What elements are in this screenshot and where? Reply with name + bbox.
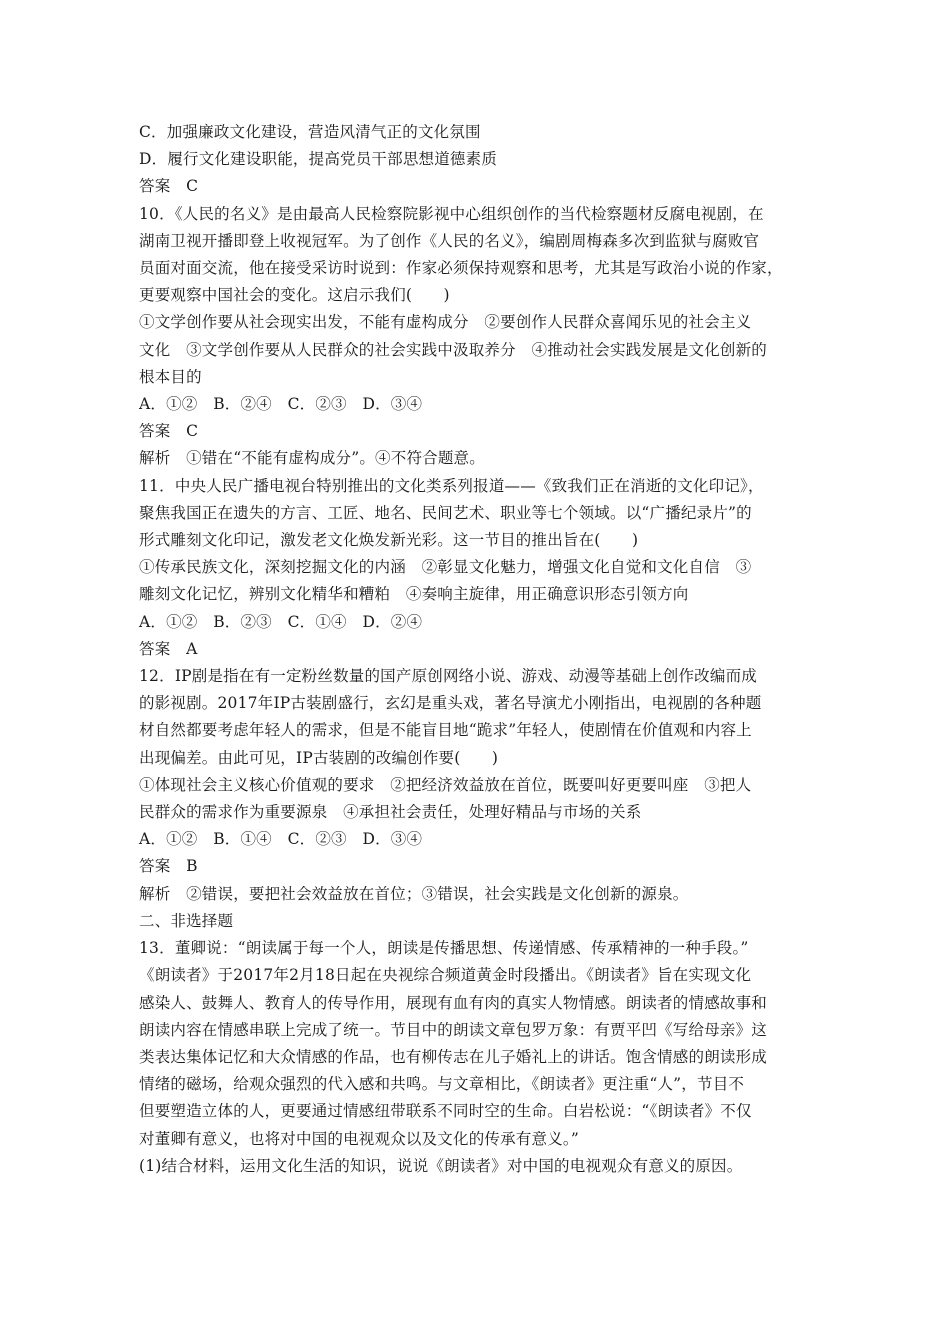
- text-line: 的影视剧。2017年IP古装剧盛行，玄幻是重头戏，著名导演尤小刚指出，电视剧的各种题: [139, 694, 762, 713]
- document-body: [139, 119, 819, 1180]
- text-line: A．①② B．①④ C．②③ D．③④: [139, 830, 423, 849]
- text-line: 雕刻文化记忆，辨别文化精华和糟粕 ④奏响主旋律，用正确意识形态引领方向: [139, 585, 689, 604]
- text-line: A．①② B．②③ C．①④ D．②④: [139, 612, 423, 631]
- text-line: 《朗读者》于2017年2月18日起在央视综合频道黄金时段播出。《朗读者》旨在实现文化: [139, 966, 752, 985]
- text-line: 答案 B: [139, 857, 198, 876]
- text-line: C．加强廉政文化建设，营造风清气正的文化氛围: [139, 123, 481, 141]
- text-line: 12．IP剧是指在有一定粉丝数量的国产原创网络小说、游戏、动漫等基础上创作改编而成: [139, 667, 757, 686]
- text-line: 解析 ②错误，要把社会效益放在首位；③错误，社会实践是文化创新的源泉。: [139, 884, 689, 903]
- text-line: 朗读内容在情感串联上完成了统一。节目中的朗读文章包罗万象：有贾平凹《写给母亲》这: [139, 1020, 768, 1039]
- text-line: 答案 C: [139, 177, 199, 196]
- text-line: 湖南卫视开播即登上收视冠军。为了创作《人民的名义》，编剧周梅森多次到监狱与腐败官: [139, 231, 760, 250]
- text-line: 类表达集体记忆和大众情感的作品，也有柳传志在儿子婚礼上的讲话。饱含情感的朗读形成: [139, 1047, 768, 1066]
- text-line: 民群众的需求作为重要源泉 ④承担社会责任，处理好精品与市场的关系: [139, 803, 642, 822]
- text-line: A．①② B．②④ C．②③ D．③④: [139, 395, 423, 414]
- text-line: ①文学创作要从社会现实出发，不能有虚构成分 ②要创作人民群众喜闻乐见的社会主义: [139, 313, 752, 332]
- text-line: 答案 C: [139, 422, 199, 441]
- text-line: 11．中央人民广播电视台特别推出的文化类系列报道——《致我们正在消逝的文化印记》，: [139, 476, 764, 495]
- text-line: ①传承民族文化，深刻挖掘文化的内涵 ②彰显文化魅力，增强文化自觉和文化自信 ③: [139, 558, 752, 577]
- text-line: 10．《人民的名义》是由最高人民检察院影视中心组织创作的当代检察题材反腐电视剧，在: [139, 204, 764, 223]
- text-line: 情绪的磁场，给观众强烈的代入感和共鸣。与文章相比，《朗读者》更注重“人”，节目不: [139, 1075, 745, 1094]
- text-line: 材自然都要考虑年轻人的需求，但是不能盲目地“跪求”年轻人，使剧情在价值观和内容上: [139, 721, 752, 740]
- text-line: 二、非选择题: [139, 911, 234, 930]
- text-line: 13．董卿说：“朗读属于每一个人，朗读是传播思想、传递情感、传承精神的一种手段。”: [139, 939, 749, 958]
- text-line: 更要观察中国社会的变化。这启示我们( ): [139, 286, 450, 305]
- text-line: 员面对面交流，他在接受采访时说到：作家必须保持观察和思考，尤其是写政治小说的作家，: [139, 259, 783, 278]
- text-line: D．履行文化建设职能，提高党员干部思想道德素质: [139, 150, 498, 169]
- text-line: 感染人、鼓舞人、教育人的传导作用，展现有血有肉的真实人物情感。朗读者的情感故事和: [139, 993, 768, 1012]
- text-line: 答案 A: [139, 639, 198, 658]
- text-line: ①体现社会主义核心价值观的要求 ②把经济效益放在首位，既要叫好更要叫座 ③把人: [139, 775, 752, 794]
- text-line: 但要塑造立体的人，更要通过情感纽带联系不同时空的生命。白岩松说：“《朗读者》不仅: [139, 1102, 752, 1121]
- text-line: 根本目的: [139, 367, 202, 386]
- text-line: (1)结合材料，运用文化生活的知识，说说《朗读者》对中国的电视观众有意义的原因。: [139, 1156, 743, 1175]
- text-line: 出现偏差。由此可见，IP古装剧的改编创作要( ): [139, 748, 499, 767]
- text-line: 文化 ③文学创作要从人民群众的社会实践中汲取养分 ④推动社会实践发展是文化创新的: [139, 340, 768, 359]
- text-line: 形式雕刻文化印记，激发老文化焕发新光彩。这一节目的推出旨在( ): [139, 531, 639, 550]
- text-line: 聚焦我国正在遗失的方言、工匠、地名、民间艺术、职业等七个领域。以“广播纪录片”的: [139, 503, 752, 522]
- text-line: 对董卿有意义，也将对中国的电视观众以及文化的传承有意义。”: [139, 1129, 579, 1148]
- text-line: 解析 ①错在“不能有虚构成分”。④不符合题意。: [139, 449, 485, 468]
